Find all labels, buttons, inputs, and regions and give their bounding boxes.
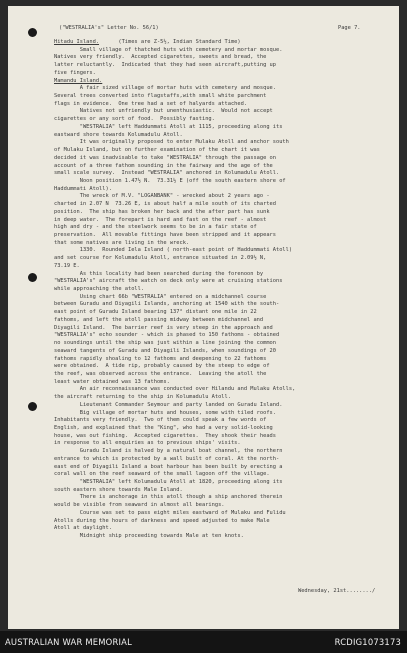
- typed-line: Natives not unfriendly but unenthusiastic. Would not accept: [54, 108, 273, 115]
- typed-line: flags in evidence. One tree had a set of halyards attached.: [54, 100, 248, 107]
- punch-hole-top: [28, 28, 37, 37]
- typed-line: Diyagili Island. The barrier reef is very steep in the approach and: [54, 324, 273, 331]
- typed-line: while approaching the atoll.: [54, 286, 145, 293]
- typed-line: of Mulaku Island, but on further examination of the chart it was: [54, 147, 260, 154]
- typed-line: five fingers.: [54, 69, 96, 76]
- typed-line: preservation. All movable fittings have been stripped and it appears: [54, 232, 276, 238]
- typed-line: eastward shore towards Kolumadulu Atoll.: [54, 131, 183, 138]
- typed-line: east point of Guradu Island bearing 137° distant one mile in 22: [54, 309, 257, 316]
- typed-line: coral wall on the reef seaward of the small lagoon off the village.: [54, 471, 270, 478]
- typed-line: no soundings until the ship was just within a line joining the common: [54, 340, 276, 347]
- typed-line: "WESTRALIA's" aircraft the watch on deck only were at cruising stations: [54, 278, 283, 285]
- typed-line: house, was out fishing. Accepted cigarettes. They shook their heads: [54, 432, 276, 439]
- archive-footer: [0, 631, 407, 653]
- typed-line: "WESTRALIA" left Haddummati Atoll at 1115, proceeding along its: [54, 123, 283, 130]
- typed-line: cigarettes or any sort of food. Possibly fasting.: [54, 116, 215, 123]
- typed-line: English, and explained that the "King", who had a very solid-looking: [54, 425, 273, 431]
- typed-line: 1330. Rounded Iela Island ( north-east point of Haddummati Atoll): [54, 247, 293, 254]
- typed-line: Using chart 66b "WESTRALIA" entered on a midchannel course: [54, 293, 267, 300]
- punch-hole-middle: [28, 273, 37, 282]
- typed-line: latter reluctantly. Indicated that they had seen aircraft,putting up: [54, 62, 276, 69]
- typed-line: south eastern shore towards Male Island.: [54, 486, 183, 493]
- typed-line: and set course for Kolumadulu Atoll, entrance situated in 2.09½ N,: [54, 255, 267, 262]
- typed-line: the aircraft returning to the ship in Kolumadulu Atoll.: [54, 394, 231, 401]
- archive-reference: RCDIG1073173: [334, 637, 401, 647]
- typed-line: position. The ship has broken her back and the after part has sunk: [54, 208, 270, 215]
- typed-line: Hitadu Island. (Times are Z-5½, Indian Standard Time): [54, 39, 241, 45]
- archive-name: AUSTRALIAN WAR MEMORIAL: [5, 637, 132, 647]
- typed-line: Atoll at daylight.: [54, 525, 112, 532]
- typed-line: Atolls during the hours of darkness and speed adjusted to make Male: [54, 517, 270, 524]
- punch-hole-bottom: [28, 402, 37, 411]
- typed-line: There is anchorage in this atoll though a ship anchored therein: [54, 494, 283, 501]
- typed-line: were obtained. A tide rip, probably caused by the steep to edge of: [54, 363, 270, 370]
- typed-line: Several trees converted into flagstaffs,with small white parchment: [54, 93, 267, 100]
- typed-line: The wreck of M.V. "LOGANBANK" - wrecked about 2 years ago -: [54, 193, 270, 200]
- letter-header: ("WESTRALIA's" Letter No. 56/1): [59, 25, 159, 31]
- typed-line: that some natives are living in the wreck.: [54, 239, 190, 246]
- typed-line: "WESTRALIA's" echo sounder - which is phased to 150 fathoms - obtained: [54, 332, 280, 339]
- typed-line: entrance to which is protected by a wall built of coral. At the north-: [54, 455, 280, 462]
- typed-line: Course was set to pass eight miles eastward of Mulaku and Fulidu: [54, 509, 286, 516]
- typed-line: least water obtained was 13 fathoms.: [54, 378, 170, 385]
- closing-line: Wednesday, 21st......../: [298, 588, 376, 594]
- typed-line: fathoms rapidly shoaling to 12 fathoms and deepening to 22 fathoms: [54, 355, 267, 362]
- typed-line: in deep water. The forepart is hard and fast on the reef - almost: [54, 216, 267, 223]
- typed-line: A fair sized village of mortar huts with cemetery and mosque.: [54, 85, 276, 92]
- typed-line: Inhabitants very friendly. Two of them could speak a few words of: [54, 417, 267, 424]
- typed-line: "WESTRALIA" left Kolumadulu Atoll at 1820, proceeding along its: [54, 479, 283, 486]
- typed-line: the reef, was observed across the entrance. Leaving the atoll the: [54, 370, 267, 377]
- typed-line: decided it was inadvisable to take "WESTRALIA" through the passage on: [54, 154, 276, 161]
- typed-line: Natives very friendly. Accepted cigarettes, sweets and bread, the: [54, 54, 267, 61]
- typed-line: east end of Diyagili Island a boat harbour has been built by erecting a: [54, 463, 283, 470]
- typed-line: It was originally proposed to enter Mulaku Atoll and anchor south: [54, 139, 289, 146]
- typed-line: fathoms, and left the atoll passing midway between midchannel and: [54, 316, 264, 323]
- typed-line: Lieutenant Commander Seymour and party landed on Guradu Island.: [54, 401, 283, 408]
- typed-line: account of a three fathom sounding in the fairway and the age of the: [54, 162, 273, 169]
- typed-line: Noon position 1.47½ N. 73.31½ E (off the south eastern shore of: [54, 177, 286, 184]
- typed-line: between Guradu and Diyagili Islands, anchoring at 1540 with the south-: [54, 301, 280, 308]
- typed-line: would be visible from seaward in almost all bearings.: [54, 502, 225, 509]
- typed-line: Mamandu Island.: [54, 77, 103, 84]
- typed-line: Haddummati Atoll).: [54, 185, 112, 192]
- typed-line: small scale survey. Instead "WESTRALIA" anchored in Kolumadulu Atoll.: [54, 170, 280, 177]
- page-number: Page 7.: [338, 25, 361, 31]
- typed-line: Guradu Island is halved by a natural boat channel, the northern: [54, 448, 283, 455]
- typed-line: As this locality had been searched during the forenoon by: [54, 270, 264, 277]
- typed-line: Midnight ship proceeding towards Male at ten knots.: [54, 533, 244, 540]
- typed-line: seaward tangents of Guradu and Diyagili Islands, when soundings of 20: [54, 347, 276, 354]
- document-page: [8, 6, 399, 629]
- typed-line: in response to all enquiries as to previous ships' visits.: [54, 440, 241, 447]
- typed-line: high and dry - and the steelwork seems to be in a fair state of: [54, 224, 257, 231]
- typed-line: An air reconnaissance was conducted over Hilandu and Mulaku Atolls,: [54, 386, 296, 393]
- typed-line: 73.19 E.: [54, 262, 80, 269]
- typed-line: Big village of mortar huts and houses, some with tiled roofs.: [54, 409, 276, 416]
- typed-line: Small village of thatched huts with cemetery and mortar mosque.: [54, 46, 283, 53]
- typed-line: charted in 2.07 N 73.26 E, is about half a mile south of its charted: [54, 201, 276, 208]
